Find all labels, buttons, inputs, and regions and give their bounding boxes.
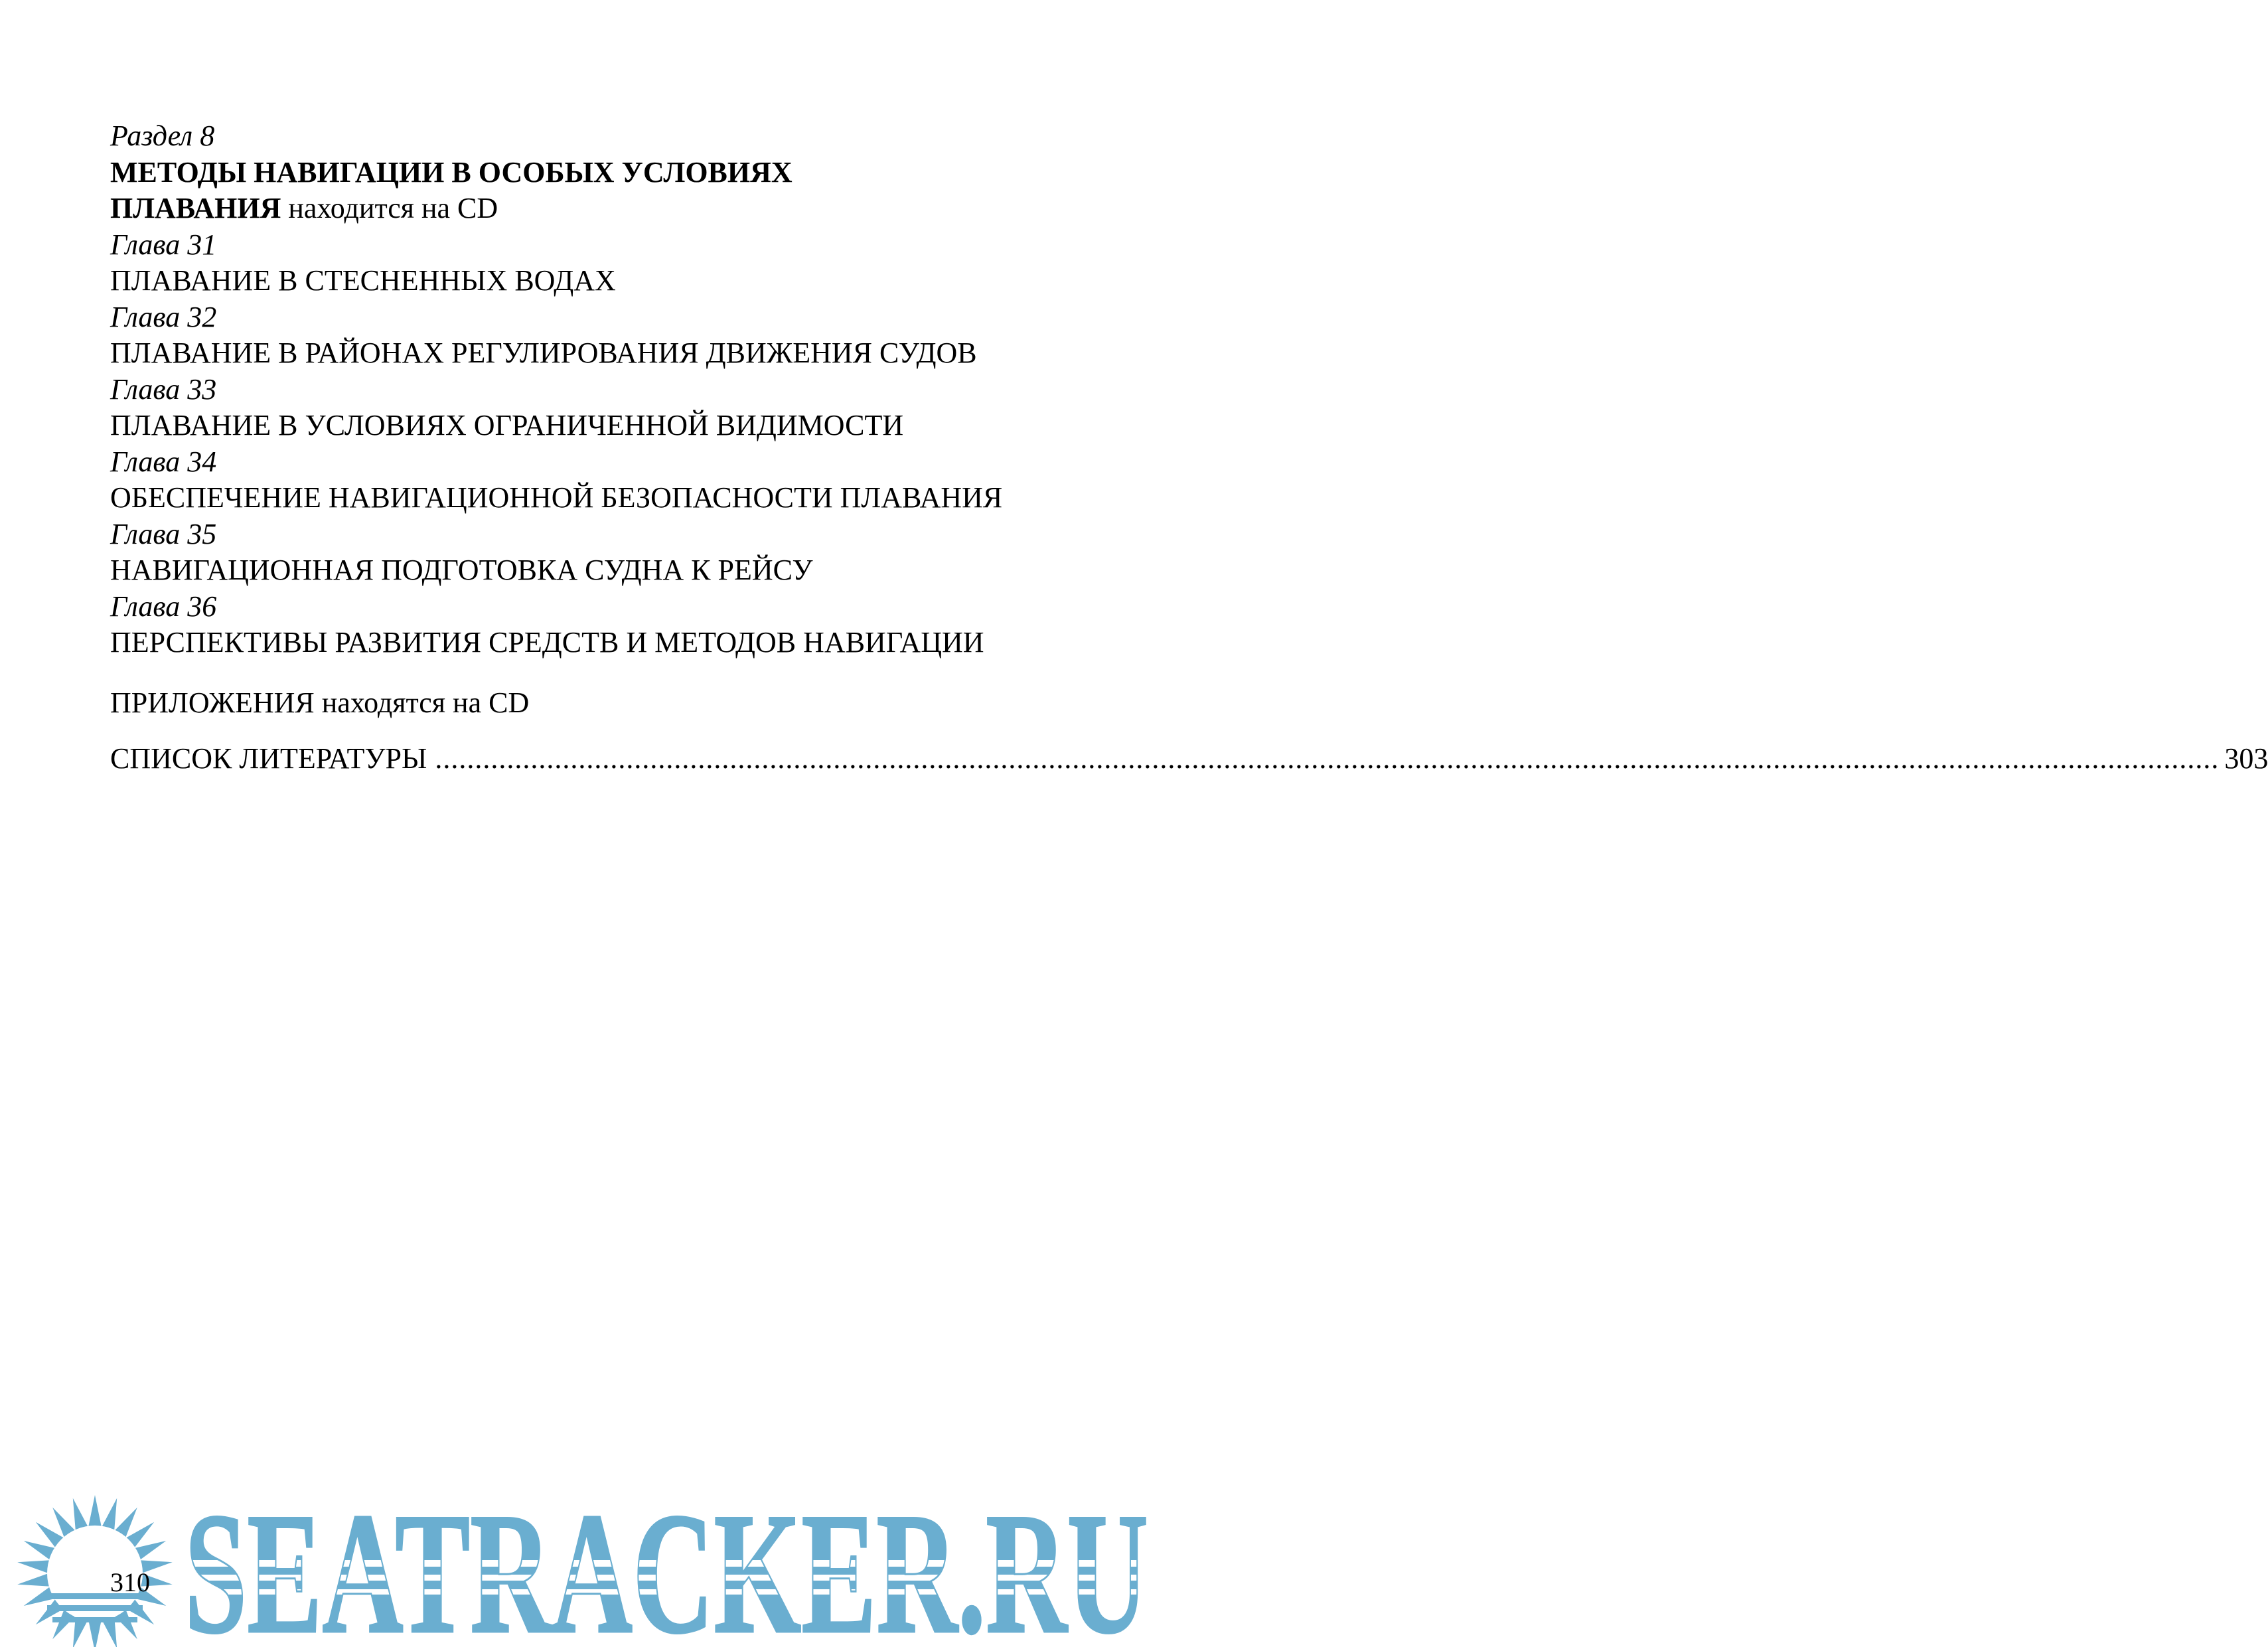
section-title-bold: ПЛАВАНИЯ	[110, 192, 281, 224]
section-title: МЕТОДЫ НАВИГАЦИИ В ОСОБЫХ УСЛОВИЯХ	[110, 155, 793, 189]
chapter-title: ПЛАВАНИЕ В СТЕСНЕННЫХ ВОДАХ	[110, 264, 616, 297]
chapter-title: НАВИГАЦИОННАЯ ПОДГОТОВКА СУДНА К РЕЙСУ	[110, 554, 813, 586]
section-cd-note: находится на CD	[281, 192, 498, 224]
chapter-title: ПЛАВАНИЕ В РАЙОНАХ РЕГУЛИРОВАНИЯ ДВИЖЕНИЯ СУДОВ	[110, 337, 977, 369]
chapter-label: Глава 35	[110, 517, 217, 550]
appendix-entry	[110, 685, 1053, 722]
bibliography-entry[interactable]	[110, 741, 2268, 777]
chapter-label: Глава 32	[110, 300, 217, 333]
bibliography-title: СПИСОК ЛИТЕРАТУРЫ	[110, 742, 427, 775]
chapter-label: Глава 33	[110, 372, 217, 406]
page-number: 310	[110, 1567, 150, 1597]
seatracker-logo-wordmark	[182, 1475, 1151, 1647]
sun-icon	[12, 1487, 178, 1646]
table-of-contents	[110, 118, 2268, 777]
chapter-label: Глава 34	[110, 445, 217, 478]
section-label: Раздел 8	[110, 119, 215, 152]
appendix-title: ПРИЛОЖЕНИЯ	[110, 686, 315, 719]
section-title-continuation	[110, 191, 1053, 227]
chapter-label: Глава 36	[110, 589, 217, 623]
appendix-cd-note: находятся на CD	[314, 686, 530, 719]
chapter-title: ПЛАВАНИЕ В УСЛОВИЯХ ОГРАНИЧЕННОЙ ВИДИМОСТИ	[110, 409, 904, 441]
chapter-label: Глава 31	[110, 228, 217, 261]
bibliography-page-number: 303	[2224, 742, 2268, 775]
chapter-title: ОБЕСПЕЧЕНИЕ НАВИГАЦИОННОЙ БЕЗОПАСНОСТИ ПЛАВАНИЯ	[110, 481, 1003, 514]
dot-leader	[435, 741, 2219, 777]
watermark-text: SEATRACKER.RU	[185, 1477, 1148, 1647]
footer	[0, 1474, 1161, 1647]
chapter-title: ПЕРСПЕКТИВЫ РАЗВИТИЯ СРЕДСТВ И МЕТОДОВ НАВИГАЦИИ	[110, 626, 984, 659]
